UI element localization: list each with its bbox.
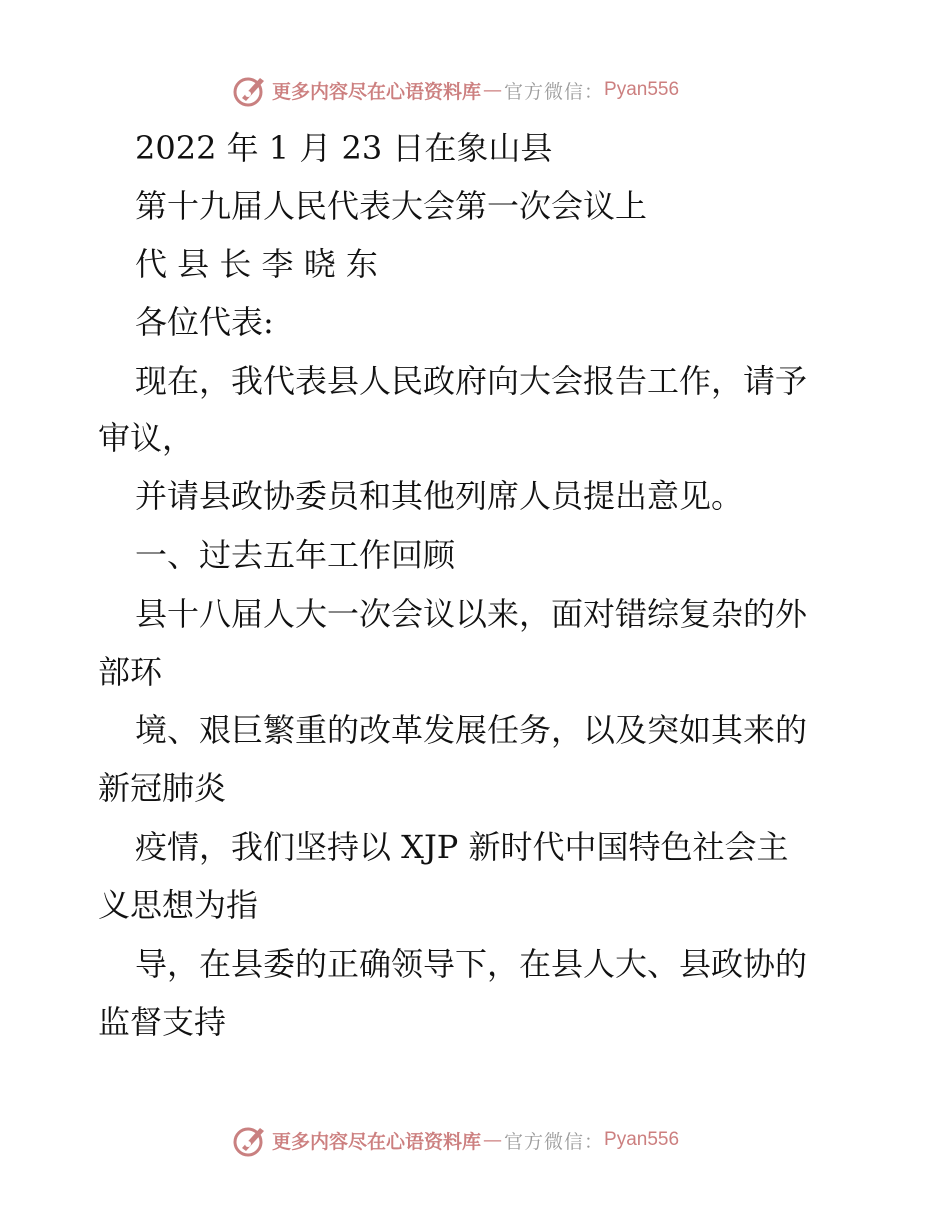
paragraph-line: 新冠肺炎 [98,769,227,807]
watermark-sub-text: 官方微信： [504,80,605,103]
watermark-separator: — [483,1129,503,1151]
pen-logo-icon [232,1122,268,1158]
section-heading: 一、过去五年工作回顾 [135,536,456,574]
footer-watermark [232,1120,679,1160]
watermark-main-text: 更多内容尽在心语资料库 [272,80,482,103]
paragraph-line: 境、艰巨繁重的改革发展任务，以及突如其来的 [135,711,808,749]
salutation: 各位代表: [135,303,274,341]
paragraph-line: 并请县政协委员和其他列席人员提出意见。 [135,477,744,515]
paragraph-line: 审议， [98,419,195,457]
paragraph-line: 监督支持 [98,1003,227,1041]
pen-logo-icon [232,72,268,108]
watermark-separator: — [483,79,503,101]
report-speaker: 代 县 长 李 晓 东 [135,245,378,283]
watermark-main-text: 更多内容尽在心语资料库 [272,1130,482,1153]
watermark-wechat-id: Pyan556 [604,79,680,100]
paragraph-line: 县十八届人大一次会议以来，面对错综复杂的外 [135,595,808,633]
header-watermark [232,70,679,110]
paragraph-line: 义思想为指 [98,886,259,924]
watermark-sub-text: 官方微信： [504,1130,605,1153]
paragraph-line: 现在，我代表县人民政府向大会报告工作，请予 [135,362,808,400]
paragraph-line: 部环 [98,653,163,691]
report-meeting: 第十九届人民代表大会第一次会议上 [135,187,648,225]
paragraph-line: 导，在县委的正确领导下，在县人大、县政协的 [135,945,808,983]
report-date-place: 2022 年 1 月 23 日在象山县 [135,129,553,167]
paragraph-line: 疫情，我们坚持以 XJP 新时代中国特色社会主 [135,828,789,866]
watermark-wechat-id: Pyan556 [604,1129,680,1150]
